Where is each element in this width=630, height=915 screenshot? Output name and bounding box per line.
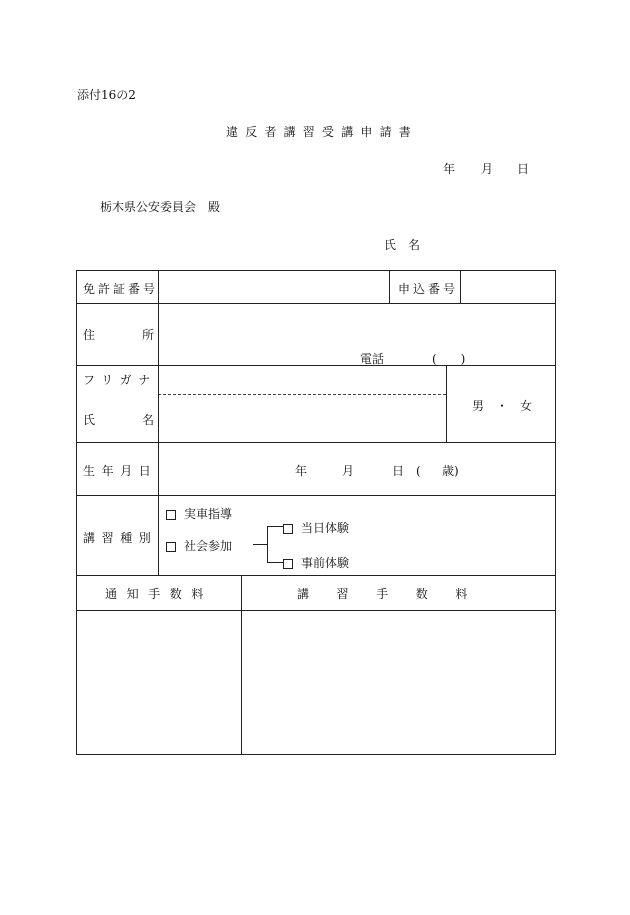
row-divider [76,442,556,443]
gender-options[interactable]: 男 ・ 女 [472,399,533,413]
option-advance[interactable] [283,554,349,571]
name-label-1: 氏 [83,413,96,427]
birth-age: 歳) [442,464,459,478]
option-same-day[interactable] [283,519,349,536]
applicant-name-label: 氏 名 [384,238,421,252]
application-form-table [76,270,556,755]
option-social[interactable] [166,537,232,554]
column-divider [389,270,390,303]
address-field[interactable] [159,304,555,364]
application-number-label: 申込番号 [398,282,459,296]
row-divider [76,575,556,576]
license-number-field[interactable] [159,271,388,302]
birthdate-label: 生年月日 [83,464,158,478]
course-type-label: 講習種別 [83,531,158,545]
option-practical[interactable] [166,505,232,522]
gender-column-divider [446,365,447,442]
checkbox-icon[interactable] [283,524,293,534]
notice-fee-label: 通知手数料 [105,587,214,601]
furigana-label: フリガナ [83,373,157,387]
course-fee-label: 講習手数料 [297,587,496,601]
bracket-connector [253,544,267,545]
license-number-label: 免許証番号 [83,282,159,296]
checkbox-icon[interactable] [283,559,293,569]
date-day: 日 [517,162,530,176]
bracket-connector [267,562,283,563]
checkbox-icon[interactable] [166,542,176,552]
furigana-field[interactable] [159,366,445,393]
birth-year: 年 [295,464,308,478]
birth-month: 月 [342,464,355,478]
option-advance-label: 事前体験 [301,556,350,570]
document-title: 違反者講習受講申請書 [226,125,419,139]
addressee: 栃木県公安委員会 殿 [100,200,221,214]
checkbox-icon[interactable] [166,510,176,520]
row-divider [76,495,556,496]
application-number-field[interactable] [461,271,555,302]
date-month: 月 [481,162,494,176]
date-year: 年 [443,162,456,176]
bracket-connector [267,526,283,527]
name-field[interactable] [159,395,445,441]
address-label-2: 所 [142,328,155,342]
phone-label: 電話 [360,352,385,366]
bracket-connector [267,526,268,562]
course-fee-area[interactable] [242,611,555,754]
name-label-2: 名 [142,413,155,427]
address-label-1: 住 [83,328,96,342]
option-practical-label: 実車指導 [184,507,233,521]
birth-day: 日 ( [392,464,421,478]
notice-fee-area[interactable] [77,611,240,754]
option-same-day-label: 当日体験 [301,521,350,535]
attachment-label: 添付16の2 [77,88,136,102]
phone-paren: ( ) [432,352,466,366]
option-social-label: 社会参加 [184,539,233,553]
